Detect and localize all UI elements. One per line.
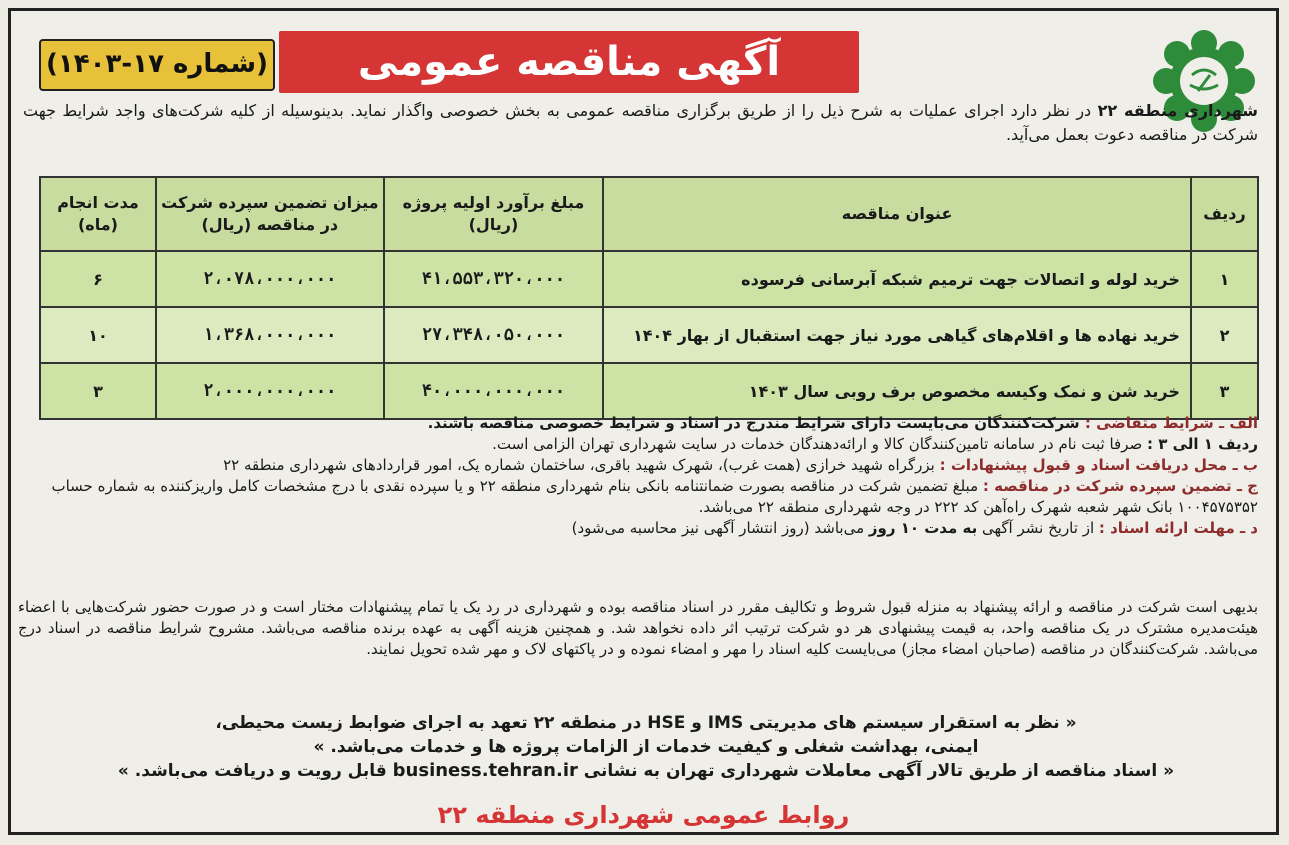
notes	[31, 711, 1261, 783]
condition-a-text: شرکت‌کنندگان می‌بایست دارای شرایط مندرج در اسناد و شرایط خصوصی مناقصه باشند.	[427, 414, 1085, 432]
header	[39, 31, 859, 93]
condition-b-label: ب ـ محل دریافت اسناد و قبول پیشنهادات :	[939, 456, 1258, 474]
condition-d-text-2: می‌باشد (روز انتشار آگهی نیز محاسبه می‌شود)	[571, 519, 869, 537]
footer-signature: روابط عمومی شهرداری منطقه ۲۲	[437, 801, 850, 829]
cell-row-number: ۲	[1191, 307, 1258, 363]
general-terms: بدیهی است شرکت در مناقصه و ارائه پیشنهاد به منزله قبول شروط و تکالیف مقرر در اسناد مناقصه بوده و شهرداری در رد یک یا تمام پیشنهادات مختار است و در صورت حضور شرکت‌هایی با اعضاء هیئت‌مدیره مشترک در یک مناقصه واحد، به قیمت پیشنهادی هر دو شرکت ترتیب اثر داده نخواهد شد. و همچنین هزینه آگهی به عهده برنده مناقصه می‌باشد. مشروح شرایط مناقصه در اسناد درج می‌باشد. شرکت‌کنندگان در مناقصه (صاحبان امضاء مجاز) می‌بایست کلیه اسناد را مهر و امضاء نموده و در پاکتهای لاک و مهر شده تحویل نمایند.	[18, 598, 1258, 658]
condition-d-bold: به مدت ۱۰ روز	[868, 519, 978, 537]
notice-title: آگهی مناقصه عمومی	[279, 31, 859, 93]
cell-amount: ۲۷،۳۴۸،۰۵۰،۰۰۰	[384, 307, 604, 363]
header-row-number: ردیف	[1191, 177, 1258, 251]
condition-d-label: د ـ مهلت ارائه اسناد :	[1098, 519, 1258, 537]
condition-c	[18, 476, 1258, 518]
cell-amount: ۴۱،۵۵۳،۳۲۰،۰۰۰	[384, 251, 604, 307]
condition-c-text: مبلغ تضمین شرکت در مناقصه بصورت ضمانتنامه بانکی بنام شهرداری منطقه ۲۲ و یا سپرده نقدی با درج مشخصات کامل واریزکننده به شماره حساب ۱۰۰۴۵۷۵۳۵۲ بانک شهر شعبه شهرک راه‌آهن کد ۲۲۲ در وجه شهرداری منطقه ۲۲ می‌باشد.	[51, 477, 1258, 516]
note-line-1: « نظر به استقرار سیستم های مدیریتی IMS و HSE در منطقه ۲۲ تعهد به اجرای ضوابط زیست محیطی،	[215, 713, 1077, 733]
header-amount: مبلغ برآورد اولیه پروژه (ریال)	[384, 177, 604, 251]
condition-b-text: بزرگراه شهید خرازی (همت غرب)، شهرک شهید باقری، ساختمان شماره یک، امور قراردادهای شهرداری منطقه ۲۲	[223, 456, 940, 474]
cell-row-number: ۳	[1191, 363, 1258, 419]
condition-d-text-1: از تاریخ نشر آگهی	[977, 519, 1099, 537]
condition-a-label: الف ـ شرایط متقاضی :	[1084, 414, 1258, 432]
notice-number: (شماره ۱۷-۱۴۰۳)	[39, 39, 275, 91]
tender-notice	[8, 8, 1279, 835]
condition-rows	[18, 434, 1258, 455]
note-line-2: ایمنی، بهداشت شغلی و کیفیت خدمات از الزامات پروژه ها و خدمات می‌باشد. »	[313, 737, 979, 757]
cell-deposit: ۲،۰۷۸،۰۰۰،۰۰۰	[156, 251, 384, 307]
condition-d	[18, 518, 1258, 539]
cell-deposit: ۲،۰۰۰،۰۰۰،۰۰۰	[156, 363, 384, 419]
cell-duration: ۳	[40, 363, 156, 419]
cell-duration: ۶	[40, 251, 156, 307]
condition-c-label: ج ـ تضمین سپرده شرکت در مناقصه :	[982, 477, 1258, 495]
condition-b	[18, 455, 1258, 476]
intro-lead: شهرداری منطقه ۲۲	[1097, 101, 1258, 120]
table-row	[40, 363, 1258, 419]
condition-rows-label: ردیف ۱ الی ۳ :	[1146, 435, 1258, 453]
cell-title: خرید شن و نمک وکیسه مخصوص برف روبی سال ۱۴۰۳	[603, 363, 1191, 419]
cell-deposit: ۱،۳۶۸،۰۰۰،۰۰۰	[156, 307, 384, 363]
note-line-3-b: قابل رویت و دریافت می‌باشد. »	[117, 761, 393, 781]
table-row	[40, 251, 1258, 307]
table-header-row	[40, 177, 1258, 251]
cell-duration: ۱۰	[40, 307, 156, 363]
tender-table	[39, 176, 1259, 420]
cell-title: خرید لوله و اتصالات جهت ترمیم شبکه آبرسانی فرسوده	[603, 251, 1191, 307]
intro-text	[23, 99, 1258, 147]
header-title: عنوان مناقصه	[603, 177, 1191, 251]
condition-rows-text: صرفا ثبت نام در سامانه تامین‌کنندگان کالا و ارائه‌دهندگان خدمات در سایت شهرداری تهران الزامی است.	[492, 435, 1147, 453]
cell-row-number: ۱	[1191, 251, 1258, 307]
header-deposit: میزان تضمین سپرده شرکت در مناقصه (ریال)	[156, 177, 384, 251]
conditions	[18, 413, 1258, 539]
cell-amount: ۴۰،۰۰۰،۰۰۰،۰۰۰	[384, 363, 604, 419]
website-link[interactable]: business.tehran.ir	[392, 760, 578, 781]
cell-title: خرید نهاده ها و اقلام‌های گیاهی مورد نیاز جهت استقبال از بهار ۱۴۰۴	[603, 307, 1191, 363]
note-line-3-a: « اسناد مناقصه از طریق تالار آگهی معاملات شهرداری تهران به نشانی	[577, 761, 1175, 781]
note-line-3	[31, 759, 1261, 783]
header-duration: مدت انجام (ماه)	[40, 177, 156, 251]
condition-a	[18, 413, 1258, 434]
table-row	[40, 307, 1258, 363]
intro-body: در نظر دارد اجرای عملیات به شرح ذیل را از طریق برگزاری مناقصه عمومی به بخش خصوصی واگذار نماید. بدینوسیله از کلیه شرکت‌های واجد شرایط جهت شرکت در مناقصه دعوت بعمل می‌آید.	[23, 101, 1258, 144]
